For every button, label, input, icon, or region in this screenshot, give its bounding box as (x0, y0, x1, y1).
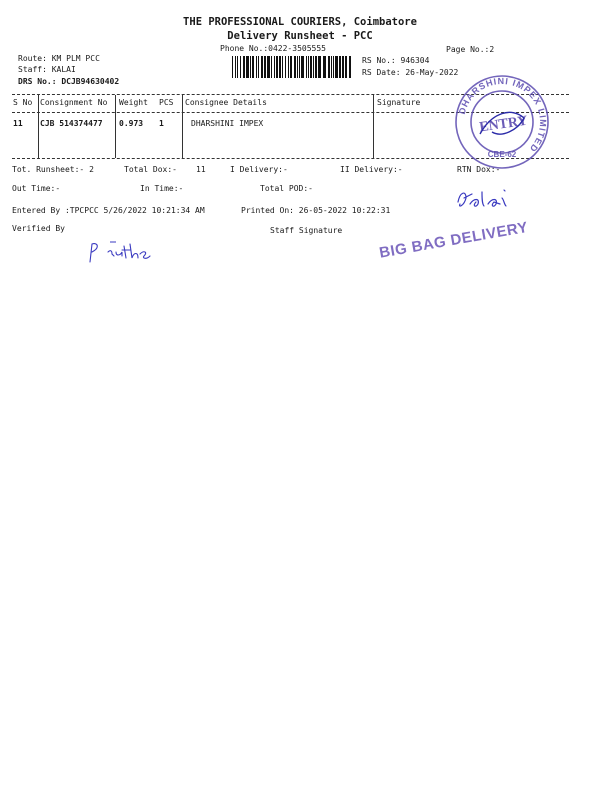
col-divider (115, 95, 116, 158)
big-bag-delivery-stamp: BIG BAG DELIVERY (378, 218, 530, 262)
col-divider (182, 95, 183, 158)
staff-handwritten-signature (452, 184, 522, 214)
phone-number: Phone No.:0422-3505555 (220, 44, 326, 53)
col-header-sno: S No (13, 98, 33, 107)
ii-delivery: II Delivery:- (340, 165, 403, 174)
printed-on: Printed On: 26-05-2022 10:22:31 (241, 206, 391, 215)
col-header-consignment: Consignment No (40, 98, 108, 107)
stamp-bottom-text: CBE-62 (487, 150, 517, 159)
cell-weight: 0.973 (119, 119, 144, 128)
company-title: THE PROFESSIONAL COURIERS, Coimbatore (183, 16, 417, 28)
entered-by: Entered By :TPCPCC 5/26/2022 10:21:34 AM (12, 206, 205, 215)
verifier-handwritten-signature (86, 238, 156, 268)
route: Route: KM PLM PCC (18, 54, 100, 63)
cell-pcs: 1 (159, 119, 164, 128)
staff-name: Staff: KALAI (18, 65, 76, 74)
stamp-center-text: ENTRY (478, 113, 529, 136)
out-time: Out Time:- (12, 184, 61, 193)
col-header-signature: Signature (377, 98, 421, 107)
rtn-dox: RTN Dox:- (457, 165, 501, 174)
col-header-consignee: Consignee Details (185, 98, 267, 107)
total-pod: Total POD:- (260, 184, 313, 193)
col-divider (38, 95, 39, 158)
page-number: Page No.:2 (446, 45, 495, 54)
total-dox-value: 11 (196, 165, 206, 174)
cell-consignee: DHARSHINI IMPEX (191, 119, 264, 128)
cell-sno: 11 (13, 119, 23, 128)
staff-signature-label: Staff Signature (270, 226, 343, 235)
document-title: Delivery Runsheet - PCC (227, 30, 373, 42)
col-header-pcs: PCS (159, 98, 174, 107)
stamp-ring-text: DHARSHINI IMPEX LIMITED (456, 75, 549, 155)
col-header-weight: Weight (119, 98, 148, 107)
i-delivery: I Delivery:- (230, 165, 288, 174)
total-dox-label: Total Dox:- (124, 165, 177, 174)
in-time: In Time:- (140, 184, 184, 193)
total-runsheet: Tot. Runsheet:- 2 (12, 165, 94, 174)
verified-by-label: Verified By (12, 224, 65, 233)
cell-consignment: CJB 514374477 (40, 119, 103, 128)
company-stamp (452, 72, 552, 172)
col-divider (373, 95, 374, 158)
rs-date: RS Date: 26-May-2022 (362, 68, 459, 77)
drs-number: DRS No.: DCJB94630402 (18, 77, 120, 86)
barcode (232, 56, 354, 78)
rs-number: RS No.: 946304 (362, 56, 430, 65)
